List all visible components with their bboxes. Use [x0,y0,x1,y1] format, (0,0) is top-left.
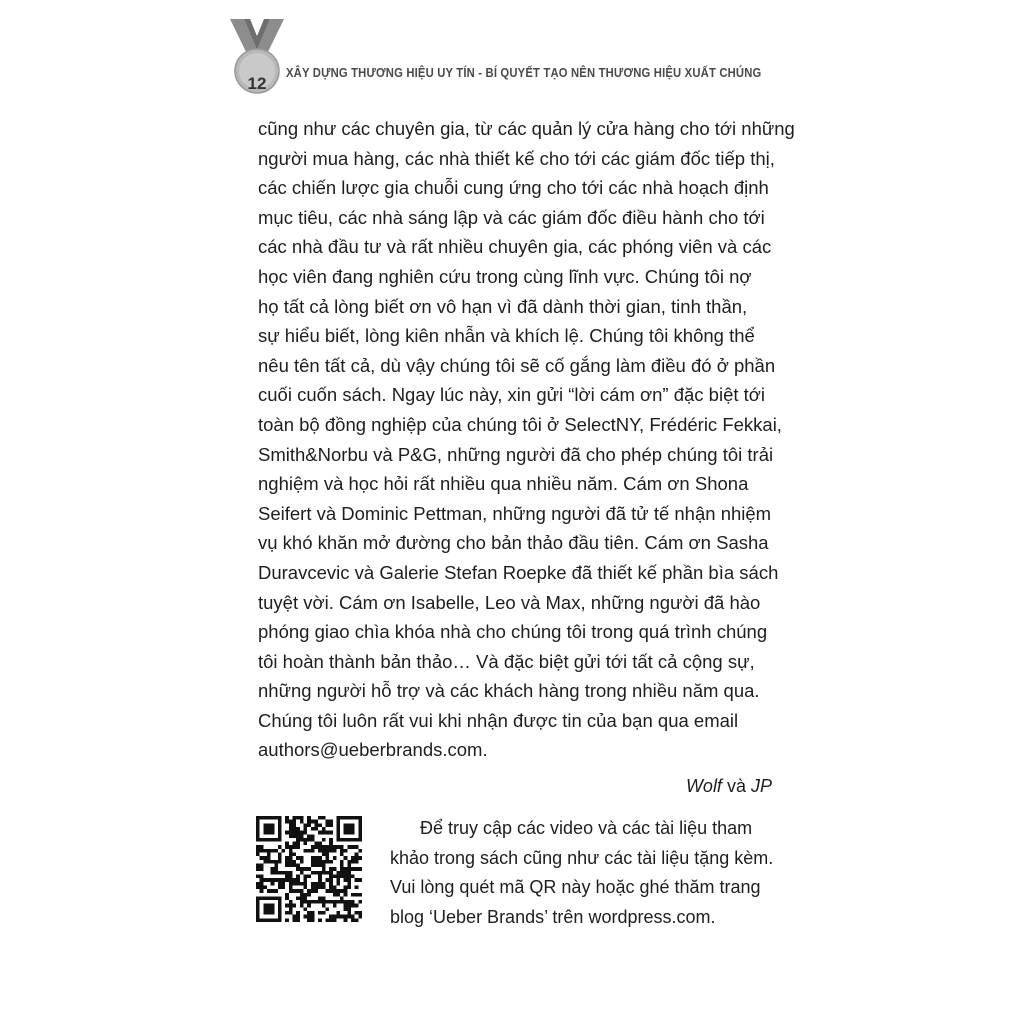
body-line: học viên đang nghiên cứu trong cùng lĩnh vực. Chúng tôi nợ [258,265,752,287]
qr-note-line: khảo trong sách cũng như các tài liệu tặng kèm. [390,847,774,868]
qr-note-line: Vui lòng quét mã QR này hoặc ghé thăm trang [390,877,761,898]
signature-name-1: Wolf [685,776,722,796]
signature-connector: và [726,776,746,796]
running-title: XÂY DỰNG THƯƠNG HIỆU UY TÍN - BÍ QUYẾT TẠO NÊN THƯƠNG HIỆU XUẤT CHÚNG [286,66,762,80]
body-line: tôi hoàn thành bản thảo… Và đặc biệt gửi tới tất cả cộng sự, [258,650,755,672]
body-line: vụ khó khăn mở đường cho bản thảo đầu tiên. Cám ơn Sasha [258,532,769,554]
qr-instructions [390,814,774,932]
page-number: 12 [247,74,267,93]
body-line: sự hiểu biết, lòng kiên nhẫn và khích lệ. Chúng tôi không thể [258,325,755,347]
body-line: phóng giao chìa khóa nhà cho chúng tôi trong quá trình chúng [258,621,768,643]
body-line: mục tiêu, các nhà sáng lập và các giám đốc điều hành cho tới [258,206,765,228]
body-line: nêu tên tất cả, dù vậy chúng tôi sẽ cố gắng làm điều đó ở phần [258,354,776,376]
body-line: cũng như các chuyên gia, từ các quản lý cửa hàng cho tới những [258,118,795,139]
body-line: authors@ueberbrands.com. [258,739,488,761]
body-line: các chiến lược gia chuỗi cung ứng cho tới các nhà hoạch định [258,177,769,199]
body-line: họ tất cả lòng biết ơn vô hạn vì đã dành thời gian, tinh thần, [258,295,748,317]
body-line: các nhà đầu tư và rất nhiều chuyên gia, các phóng viên và các [258,236,772,258]
body-line: người mua hàng, các nhà thiết kế cho tới các giám đốc tiếp thị, [258,147,775,169]
body-line: nghiệm và học hỏi rất nhiều qua nhiều năm. Cám ơn Shona [258,473,749,495]
qr-code[interactable] [256,816,362,922]
body-line: tuyệt vời. Cám ơn Isabelle, Leo và Max, những người đã hào [258,591,761,613]
qr-note-line: Để truy cập các video và các tài liệu tham [420,818,753,838]
body-line: Seifert và Dominic Pettman, những người đã tử tế nhận nhiệm [258,502,772,524]
qr-note-line: blog ‘Ueber Brands’ trên wordpress.com. [390,906,716,927]
body-line: Smith&Norbu và P&G, những người đã cho phép chúng tôi trải [258,443,774,465]
body-line: Chúng tôi luôn rất vui khi nhận được tin của bạn qua email [258,709,739,731]
acknowledgement-paragraph [258,114,795,765]
signature-name-2: JP [750,776,772,796]
page-header [228,16,788,98]
qr-modules [256,816,362,922]
body-line: Duravcevic và Galerie Stefan Roepke đã thiết kế phần bìa sách [258,561,779,583]
body-line: toàn bộ đồng nghiệp của chúng tôi ở SelectNY, Frédéric Fekkai, [258,413,782,435]
body-line: những người hỗ trợ và các khách hàng trong nhiều năm qua. [258,680,760,702]
body-line: cuối cuốn sách. Ngay lúc này, xin gửi “lời cám ơn” đặc biệt tới [258,384,766,406]
signature [258,772,772,800]
